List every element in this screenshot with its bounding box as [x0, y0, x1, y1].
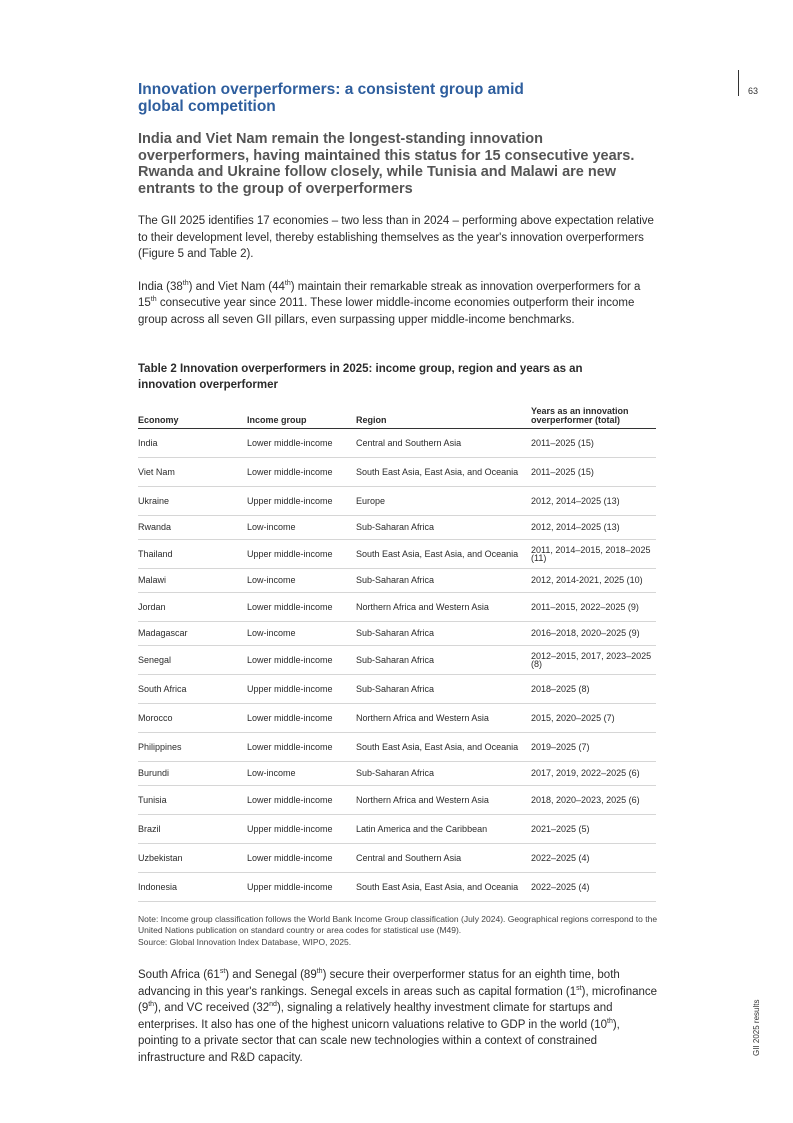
- page-number-rule: [738, 70, 739, 96]
- cell-region: Sub-Saharan Africa: [356, 762, 531, 786]
- cell-income-group: Upper middle-income: [247, 815, 356, 844]
- cell-region: South East Asia, East Asia, and Oceania: [356, 540, 531, 569]
- cell-region: South East Asia, East Asia, and Oceania: [356, 458, 531, 487]
- cell-income-group: Low-income: [247, 569, 356, 593]
- table-row: [138, 622, 656, 646]
- cell-region: Sub-Saharan Africa: [356, 516, 531, 540]
- cell-years: 2012, 2014–2025 (13): [531, 487, 656, 516]
- cell-economy: Morocco: [138, 704, 247, 733]
- table-row: [138, 704, 656, 733]
- cell-region: Europe: [356, 487, 531, 516]
- cell-years: 2022–2025 (4): [531, 844, 656, 873]
- table-source: Source: Global Innovation Index Database, WIPO, 2025.: [138, 937, 352, 947]
- cell-years: 2011–2025 (15): [531, 429, 656, 458]
- cell-years: 2015, 2020–2025 (7): [531, 704, 656, 733]
- table-row: [138, 815, 656, 844]
- cell-years: 2011, 2014–2015, 2018–2025 (11): [531, 540, 656, 569]
- cell-years: 2012, 2014–2025 (13): [531, 516, 656, 540]
- cell-economy: Uzbekistan: [138, 844, 247, 873]
- section-title: Innovation overperformers: a consistent group amid global competition: [138, 81, 524, 115]
- running-side-label: GII 2025 results: [752, 999, 761, 1056]
- table-row: [138, 646, 656, 675]
- section-subtitle: India and Viet Nam remain the longest-standing innovation overperformers, having maintained this status for 15 consecutive years. Rwanda and Ukraine follow closely, while Tunisia and Malawi are new entrants to the group of overperformers: [138, 131, 635, 197]
- cell-years: 2021–2025 (5): [531, 815, 656, 844]
- cell-years: 2022–2025 (4): [531, 873, 656, 902]
- table-row: [138, 487, 656, 516]
- cell-region: South East Asia, East Asia, and Oceania: [356, 733, 531, 762]
- cell-years: 2017, 2019, 2022–2025 (6): [531, 762, 656, 786]
- cell-income-group: Lower middle-income: [247, 593, 356, 622]
- cell-income-group: Lower middle-income: [247, 429, 356, 458]
- cell-region: Northern Africa and Western Asia: [356, 704, 531, 733]
- table-header-row: [138, 407, 656, 429]
- cell-economy: Ukraine: [138, 487, 247, 516]
- table-row: [138, 873, 656, 902]
- cell-economy: Rwanda: [138, 516, 247, 540]
- cell-economy: South Africa: [138, 675, 247, 704]
- table-row: [138, 593, 656, 622]
- cell-region: Central and Southern Asia: [356, 429, 531, 458]
- cell-region: Northern Africa and Western Asia: [356, 593, 531, 622]
- cell-income-group: Lower middle-income: [247, 646, 356, 675]
- table-row: [138, 844, 656, 873]
- cell-region: Sub-Saharan Africa: [356, 646, 531, 675]
- table-row: [138, 733, 656, 762]
- cell-economy: India: [138, 429, 247, 458]
- cell-income-group: Low-income: [247, 622, 356, 646]
- page-content: [138, 81, 658, 1066]
- cell-economy: Senegal: [138, 646, 247, 675]
- cell-income-group: Low-income: [247, 762, 356, 786]
- cell-years: 2018–2025 (8): [531, 675, 656, 704]
- cell-economy: Jordan: [138, 593, 247, 622]
- header-income-group: Income group: [247, 407, 356, 429]
- paragraph-intro: The GII 2025 identifies 17 economies – two less than in 2024 – performing above expectation relative to their development level, thereby establishing themselves as the year's innovation overperformers (Figure 5 and Table 2).: [138, 215, 654, 260]
- cell-income-group: Lower middle-income: [247, 733, 356, 762]
- cell-economy: Brazil: [138, 815, 247, 844]
- paragraph-india-vietnam: India (38th) and Viet Nam (44th) maintain their remarkable streak as innovation overperformers for a 15th consecutive year since 2011. These lower middle-income economies outperform their income group across all seven GII pillars, even surpassing upper middle-income benchmarks.: [138, 279, 641, 326]
- cell-economy: Thailand: [138, 540, 247, 569]
- table-row: [138, 540, 656, 569]
- cell-region: South East Asia, East Asia, and Oceania: [356, 873, 531, 902]
- cell-economy: Tunisia: [138, 786, 247, 815]
- cell-years: 2012–2015, 2017, 2023–2025 (8): [531, 646, 656, 675]
- cell-income-group: Upper middle-income: [247, 873, 356, 902]
- cell-region: Latin America and the Caribbean: [356, 815, 531, 844]
- paragraph-south-africa-senegal: South Africa (61st) and Senegal (89th) secure their overperformer status for an eighth time, both advancing in this year's rankings. Senegal excels in areas such as capital formation (1st), microfinance (9th), and VC received (32nd), signaling a relatively healthy investment climate for startups and enterprises. It also has one of the highest unicorn valuations relative to GDP in the world (10th), pointing to a private sector that can scale new technologies within a context of constrained infrastructure and R&D capacity.: [138, 968, 658, 1064]
- cell-years: 2018, 2020–2023, 2025 (6): [531, 786, 656, 815]
- cell-region: Central and Southern Asia: [356, 844, 531, 873]
- cell-income-group: Upper middle-income: [247, 540, 356, 569]
- cell-years: 2016–2018, 2020–2025 (9): [531, 622, 656, 646]
- cell-region: Northern Africa and Western Asia: [356, 786, 531, 815]
- table-row: [138, 762, 656, 786]
- header-economy: Economy: [138, 407, 247, 429]
- cell-economy: Viet Nam: [138, 458, 247, 487]
- table-row: [138, 569, 656, 593]
- cell-region: Sub-Saharan Africa: [356, 675, 531, 704]
- cell-economy: Indonesia: [138, 873, 247, 902]
- cell-years: 2019–2025 (7): [531, 733, 656, 762]
- table-row: [138, 516, 656, 540]
- cell-years: 2011–2015, 2022–2025 (9): [531, 593, 656, 622]
- cell-region: Sub-Saharan Africa: [356, 622, 531, 646]
- table-row: [138, 458, 656, 487]
- table-title: Table 2 Innovation overperformers in 2025: income group, region and years as an innovation overperformer: [138, 363, 583, 391]
- cell-income-group: Lower middle-income: [247, 458, 356, 487]
- table-row: [138, 429, 656, 458]
- cell-income-group: Upper middle-income: [247, 487, 356, 516]
- cell-income-group: Upper middle-income: [247, 675, 356, 704]
- table-row: [138, 786, 656, 815]
- cell-income-group: Lower middle-income: [247, 786, 356, 815]
- cell-economy: Burundi: [138, 762, 247, 786]
- header-years: Years as an innovation overperformer (total): [531, 407, 656, 429]
- cell-economy: Madagascar: [138, 622, 247, 646]
- table-note: Note: Income group classification follows the World Bank Income Group classification (July 2024). Geographical regions correspond to the United Nations publication on standard country or area codes for statistical use (M49).: [138, 914, 658, 935]
- cell-income-group: Lower middle-income: [247, 704, 356, 733]
- overperformers-table: [138, 407, 656, 902]
- cell-economy: Malawi: [138, 569, 247, 593]
- cell-region: Sub-Saharan Africa: [356, 569, 531, 593]
- cell-years: 2011–2025 (15): [531, 458, 656, 487]
- table-row: [138, 675, 656, 704]
- cell-economy: Philippines: [138, 733, 247, 762]
- page-number: 63: [748, 86, 759, 96]
- header-region: Region: [356, 407, 531, 429]
- cell-years: 2012, 2014-2021, 2025 (10): [531, 569, 656, 593]
- table-body: [138, 429, 656, 902]
- cell-income-group: Lower middle-income: [247, 844, 356, 873]
- cell-income-group: Low-income: [247, 516, 356, 540]
